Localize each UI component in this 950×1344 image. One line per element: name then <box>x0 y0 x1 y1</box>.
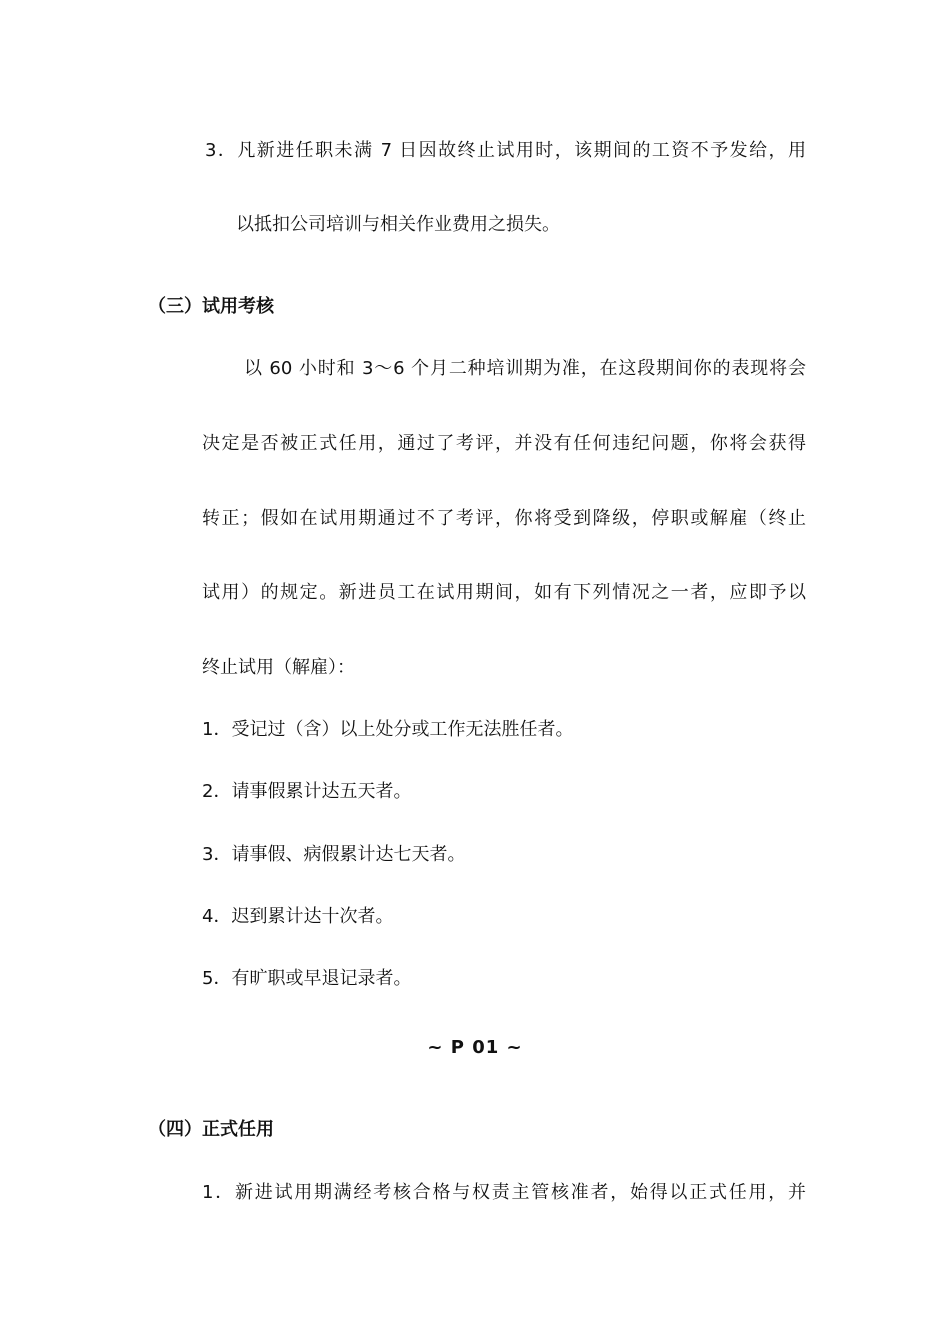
section-4-item-1-line-1: 1．新进试用期满经考核合格与权责主管核准者，始得以正式任用，并 <box>202 1182 806 1203</box>
list-item: 1．受记过（含）以上处分或工作无法胜任者。 <box>202 719 574 740</box>
list-item: 2．请事假累计达五天者。 <box>202 781 412 802</box>
section-3-para-line-1: 以 60 小时和 3～6 个月二种培训期为准，在这段期间你的表现将会 <box>244 358 806 379</box>
list-item: 4．迟到累计达十次者。 <box>202 906 394 927</box>
section-3-para-line-5: 终止试用（解雇）： <box>202 657 355 678</box>
list-item: 3．请事假、病假累计达七天者。 <box>202 844 466 865</box>
page-number: ~ P 01 ~ <box>427 1037 523 1058</box>
item-3-line-1: 3．凡新进任职未满 7 日因故终止试用时，该期间的工资不予发给，用 <box>205 140 806 161</box>
list-item: 5．有旷职或早退记录者。 <box>202 968 412 989</box>
section-3-para-line-4: 试用）的规定。新进员工在试用期间，如有下列情况之一者，应即予以 <box>202 582 806 603</box>
section-3-para-line-3: 转正；假如在试用期通过不了考评，你将受到降级，停职或解雇（终止 <box>202 508 806 529</box>
section-3-para-line-2: 决定是否被正式任用，通过了考评，并没有任何违纪问题，你将会获得 <box>202 433 806 454</box>
section-3-heading: （三）试用考核 <box>148 296 274 317</box>
section-4-heading: （四）正式任用 <box>148 1119 274 1140</box>
item-3-line-2: 以抵扣公司培训与相关作业费用之损失。 <box>236 214 560 235</box>
